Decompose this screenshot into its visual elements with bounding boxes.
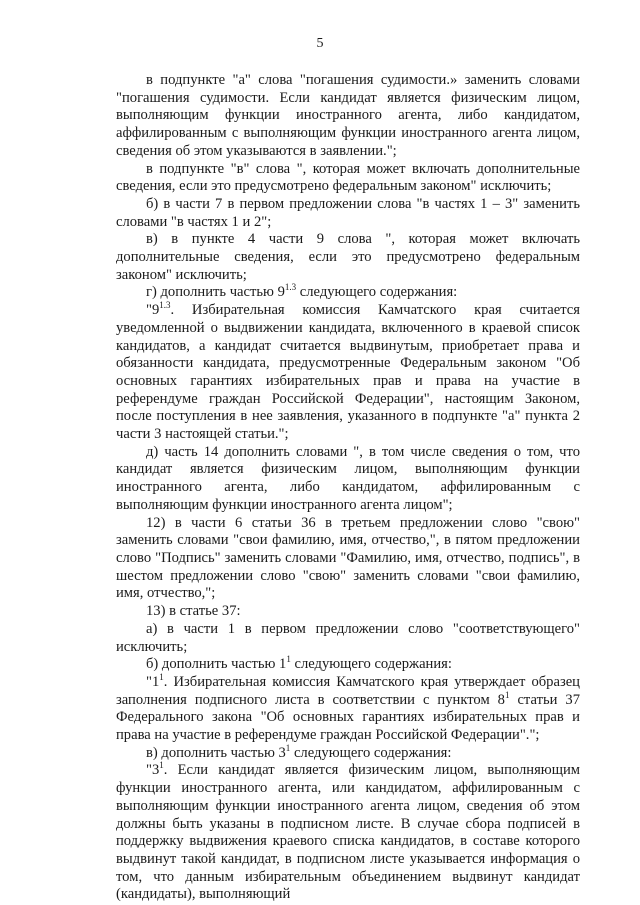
superscript: 1 [504,689,510,700]
superscript: 1 [159,671,164,682]
paragraph-b-part-7: б) в части 7 в первом предложении слова "в частях 1 – 3" заменить словами "в частях 1 и 2"; [116,195,580,230]
paragraph-a-part-1: а) в части 1 в первом предложении слово "соответствующего" исключить; [116,620,580,655]
paragraph-part-3-1 [116,762,580,904]
paragraph-subpoint-a: в подпункте "а" слова "погашения судимости.» заменить словами "погашения судимости. Если кандидат является физическим лицом, выполняющим функции иностранного агента, либо кандидатом, аффилированным с выполняющим функции иностранного агента лицом, сведения об этом указываются в заявлении."; [116,72,580,159]
text-segment: . Если кандидат является физическим лицом, выполняющим функции иностранного агента, или кандидатом, аффилированным с выполняющим функции иностранного агента лицом, сведения об этом должны быть указаны в подписном листе. В случае сбора подписей в поддержку выдвижения краевого списка кандидатов, в составе которого выдвинут такой кандидат, в подписном листе указывается информация о том, что данным избирательным объединением выдвинут кандидат (кандидаты), выполняющий [116,762,580,903]
paragraph-12-article-36: 12) в части 6 статьи 36 в третьем предложении слово "свою" заменить словами "свои фамилию, имя, отчество,", в пятом предложении слово "Подпись" заменить словами "Фамилию, имя, отчество, подпись", в шестом предложении слово "свою" заменить словами "свои фамилию, имя, отчество,"; [116,514,580,602]
paragraph-13-article-37: 13) в статье 37: [146,603,241,620]
text-segment: . Избирательная комиссия Камчатского края считается уведомленной о выдвижении кандидата, включенного в краевой список кандидатов, а кандидат считается выдвинутым, приобретает права и обязанности кандидата, предусмотренные Федеральным законом "Об основных гарантиях избирательных прав и права на участие в референдуме граждан Российской Федерации", настоящим Законом, после поступления в нее заявления, указанного в подпункте "а" пункта 2 части 3 настоящей статьи."; [116,302,580,443]
text-segment: . Избирательная комиссия Камчатского края утверждает образец заполнения подписного листа в соответствии с пунктом 8 [116,673,580,708]
page-number: 5 [316,36,324,51]
paragraph-b-add-part [116,656,580,674]
superscript: 1 [286,654,291,665]
paragraph-subpoint-v: в подпункте "в" слова ", которая может включать дополнительные сведения, если это предусмотрено федеральным законом" исключить; [116,160,580,195]
paragraph-v-add-part [116,742,580,763]
superscript: 1.3 [284,282,297,293]
paragraph-v-part-9: в) в пункте 4 части 9 слова ", которая может включать дополнительные сведения, если это предусмотрено федеральным законом" исключить; [116,231,580,283]
superscript: 1.3 [159,300,171,311]
paragraph-d-part-14: д) часть 14 дополнить словами ", в том числе сведения о том, что кандидат является физическим лицом, выполняющим функции иностранного агента, либо кандидатом, аффилированным с выполняющим функции иностранного агента лицом"; [116,443,580,513]
text-segment: "3 [146,762,160,779]
paragraph-part-9-1-3 [116,302,580,444]
superscript: 1 [285,742,291,753]
text-segment: "9 [146,302,160,319]
text-segment: г) дополнить частью 9 [146,284,285,301]
text-segment: следующего содержания: [290,656,452,673]
paragraph-part-1-1 [116,671,581,745]
text-segment: "1 [146,673,160,690]
paragraph-g-add-part [116,284,580,302]
text-segment: статьи 37 Федерального закона "Об основных гарантиях избирательных прав и права на участие в референдуме граждан Российской Федерации"."; [116,691,581,744]
text-segment: следующего содержания: [296,284,458,301]
superscript: 1 [159,760,164,771]
text-segment: в) дополнить частью 3 [146,744,286,761]
document-body [116,72,580,904]
text-segment: б) дополнить частью 1 [146,656,287,673]
text-segment: следующего содержания: [290,744,452,761]
